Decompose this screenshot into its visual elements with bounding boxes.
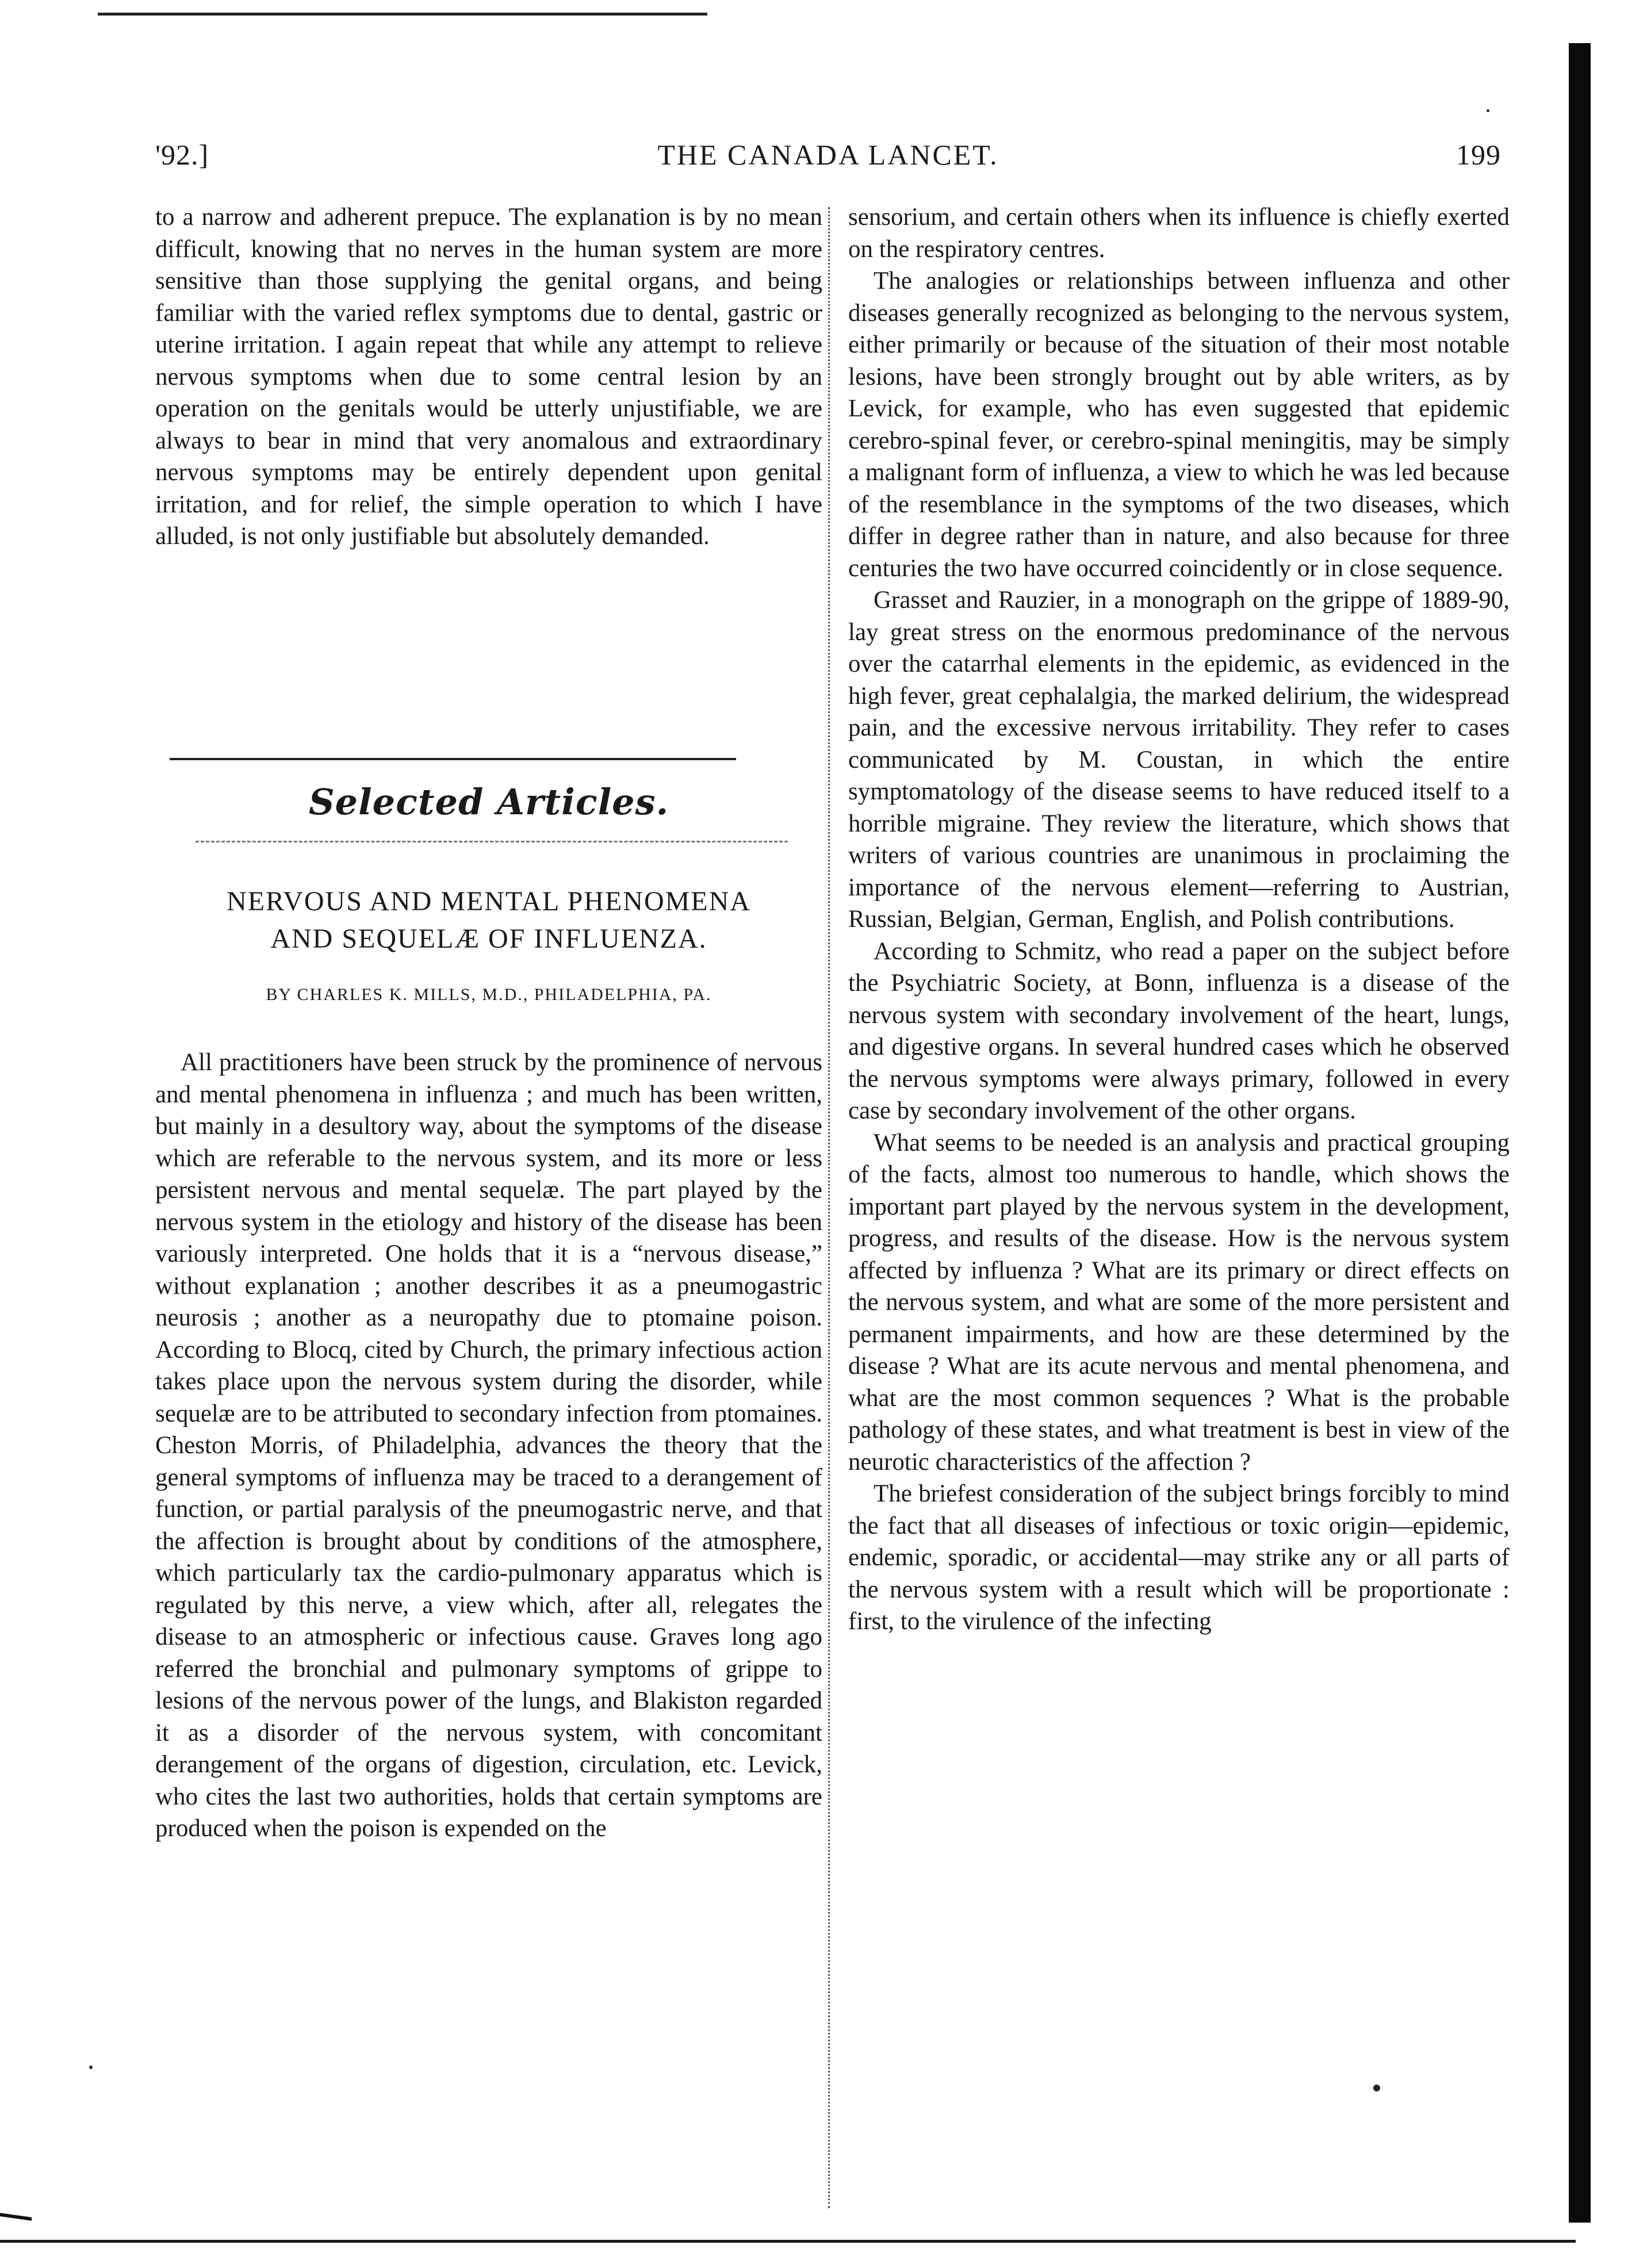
scan-bottom-rule (0, 2240, 1576, 2243)
scan-top-rule (98, 0, 707, 16)
paragraph: What seems to be needed is an analysis and practical grouping of the facts, almost too numerous to handle, which shows the important part played by the nervous system in the development, progress, and results of the disease. How is the nervous system affected by influenza ? What are its primary or direct effects on the nervous system, and what are some of the more persistent and permanent impairments, and how are these determined by the disease ? What are its acute nervous and mental phenomena, and what are the most common sequences ? What is the probable pathology of these states, and what treatment is best in view of the neurotic characteristics of the affection ? (848, 1129, 1510, 1476)
article-byline: BY CHARLES K. MILLS, M.D., PHILADELPHIA, PA. (266, 985, 712, 1004)
section-rule (170, 758, 736, 760)
section-heading: Selected Articles. (308, 781, 669, 823)
journal-title: THE CANADA LANCET. (657, 139, 999, 171)
paragraph: All practitioners have been struck by the prominence of nervous and mental phenomena in influenza ; and much has been written, but mainly in a desultory way, about the symptoms of the disease which are referable to the nervous system, and its more or less persistent nervous and mental sequelæ. The part played by the nervous system in the etiology and history of the disease has been variously interpreted. One holds that it is a “nervous disease,” without explanation ; another describes it as a pneumogastric neurosis ; another as a neuropathy due to ptomaine poison. According to Blocq, cited by Church, the primary infectious action takes place upon the nervous system during the disorder, while sequelæ are to be attributed to secondary infection from ptomaines. Cheston Morris, of Philadelphia, advances the theory that the general symptoms of influenza may be traced to a derangement of function, or partial paralysis of the pneumogastric nerve, and that the affection is brought about by conditions of the atmosphere, which particularly tax the cardio-pulmonary apparatus which is regulated by this nerve, a view which, after all, relegates the disease to an atmospheric or infectious cause. Graves long ago referred the bronchial and pulmonary symptoms of grippe to lesions of the nervous power of the lungs, and Blakiston regarded it as a disorder of the nervous system, with concomitant derangement of the organs of digestion, circulation, etc. Levick, who cites the last two authorities, holds that certain symptoms are produced when the poison is expended on the (155, 1049, 822, 1842)
running-header (155, 138, 1501, 184)
scan-speck (89, 2066, 93, 2069)
left-column-article (155, 1047, 822, 2197)
scan-corner-mark (0, 2206, 32, 2221)
paragraph: Grasset and Rauzier, in a monograph on the grippe of 1889-90, lay great stress on the enormous predominance of the nervous over the catarrhal elements in the epidemic, as evidenced in the high fever, great cephalalgia, the marked delirium, the widespread pain, and the excessive nervous irritability. They refer to cases communicated by M. Coustan, in which the entire symptomatology of the disease seems to have reduced itself to a horrible migraine. They review the literature, which shows that writers of various countries are unanimous in proclaiming the importance of the nervous element—referring to Austrian, Russian, Belgian, German, English, and Polish contributions. (848, 587, 1510, 933)
paragraph: The briefest consideration of the subject brings forcibly to mind the fact that all diseases of infectious or toxic origin—epidemic, endemic, sporadic, or accidental—may strike any or all parts of the nervous system with a result which will be proportionate : first, to the virulence of the infecting (848, 1480, 1510, 1635)
article-title (155, 883, 822, 957)
left-column-top (155, 201, 822, 730)
column-divider (828, 207, 830, 2208)
paragraph: to a narrow and adherent prepuce. The explanation is by no mean difficult, knowing that no nerves in the human system are more sensitive than those supplying the genital organs, and being familiar with the varied reflex symptoms due to dental, gastric or uterine irritation. I again repeat that while any attempt to relieve nervous symptoms when due to some central lesion by an operation on the genitals would be utterly unjustifiable, we are always to bear in mind that very anomalous and extraordinary nervous symptoms may be entirely dependent upon genital irritation, and for relief, the simple operation to which I have alluded, is not only justifiable but absolutely demanded. (155, 204, 822, 550)
paragraph: The analogies or relationships between influenza and other diseases generally recognized as belonging to the nervous system, either primarily or because of the situation of their most notable lesions, have been strongly brought out by able writers, as by Levick, for example, who has even suggested that epidemic cerebro-spinal fever, or cerebro-spinal meningitis, may be simply a malignant form of influenza, a view to which he was led because of the resemblance in the symptoms of the two diseases, which differ in degree rather than in nature, and also because for three centuries the two have occurred coincidently or in close sequence. (848, 267, 1510, 582)
article-title-line: NERVOUS AND MENTAL PHENOMENA (227, 886, 751, 917)
article-title-line: AND SEQUELÆ OF INFLUENZA. (270, 924, 707, 954)
scan-page-edge (1569, 43, 1591, 2223)
section-dash-rule (196, 841, 788, 842)
scan-speck (1487, 109, 1489, 112)
page-number: 199 (1456, 139, 1501, 171)
paragraph: sensorium, and certain others when its influence is chiefly exerted on the respiratory centres. (848, 204, 1510, 263)
paragraph: According to Schmitz, who read a paper on the subject before the Psychiatric Society, at Bonn, influenza is a disease of the nervous system with secondary involvement of the heart, lungs, and digestive organs. In several hundred cases which he observed the nervous symptoms were always primary, followed in every case by secondary involvement of the other organs. (848, 937, 1510, 1124)
right-column (848, 201, 1510, 2197)
header-year: '92.] (155, 139, 209, 171)
